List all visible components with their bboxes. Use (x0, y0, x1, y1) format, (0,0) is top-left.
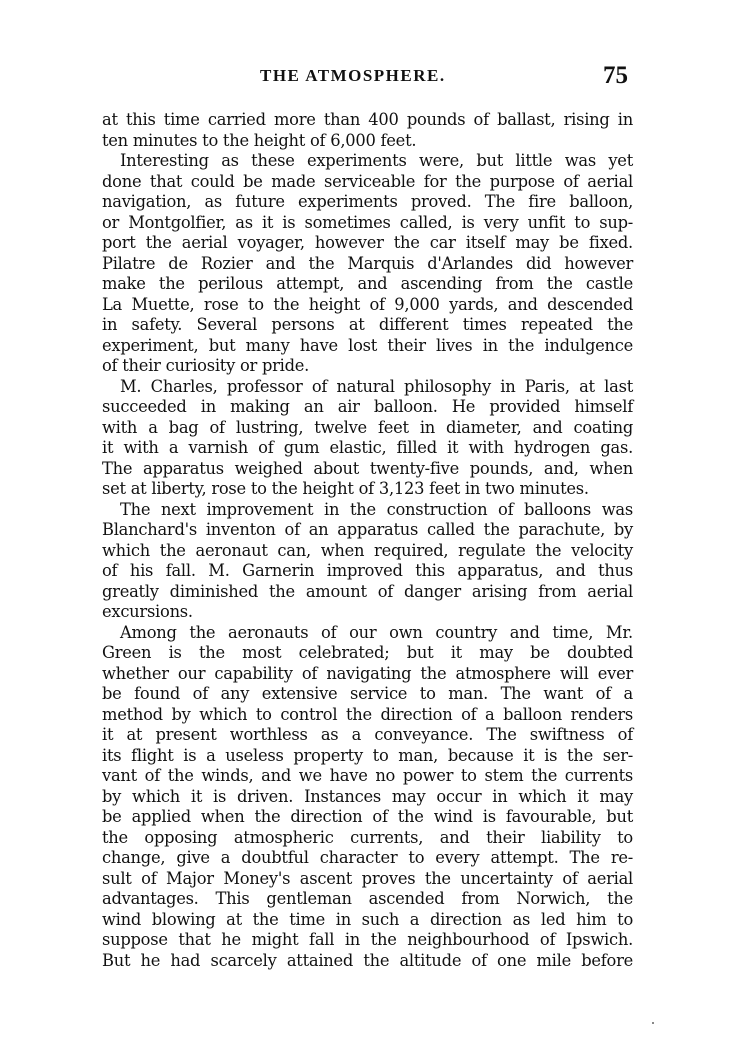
text-line: by which it is driven. Instances may occur in which it may (102, 786, 633, 806)
text-line: Interesting as these experiments were, but little was yet (120, 151, 633, 170)
text-line: with a bag of lustring, twelve feet in diameter, and coating (102, 417, 633, 437)
text-line: excursions. (102, 602, 193, 621)
text-line: advantages. This gentleman ascended from Norwich, the (102, 889, 633, 908)
text-line: ten minutes to the height of 6,000 feet. (102, 130, 417, 150)
text-line: port the aerial voyager, however the car itself may be fixed. (102, 233, 633, 252)
text-line: But he had scarcely attained the altitude of one mile before (102, 950, 633, 970)
text-line: navigation, as future experiments proved. The fire balloon, (102, 192, 633, 211)
text-line: make the perilous attempt, and ascending from the castle (102, 274, 633, 293)
text-line: suppose that he might fall in the neighbourhood of Ipswich. (102, 930, 633, 949)
text-line: of their curiosity or pride. (102, 356, 310, 375)
text-line: change, give a doubtful character to every attempt. The re- (102, 848, 633, 867)
text-line: or Montgolfier, as it is sometimes called, is very unfit to sup- (102, 212, 633, 232)
paragraph (102, 151, 633, 377)
text-line: be found of any extensive service to man. The want of a (102, 684, 633, 703)
page-number: 75 (603, 62, 628, 89)
page-speck (652, 1022, 654, 1024)
text-line: succeeded in making an air balloon. He provided himself (102, 397, 633, 416)
text-line: M. Charles, professor of natural philosophy in Paris, at last (120, 376, 633, 396)
page-header (102, 62, 632, 92)
paragraph (102, 377, 633, 500)
text-line: Pilatre de Rozier and the Marquis d'Arlandes did however (102, 253, 633, 273)
body-text (102, 110, 633, 971)
text-line: greatly diminished the amount of danger arising from aerial (102, 581, 633, 601)
text-line: which the aeronaut can, when required, regulate the velocity (102, 540, 633, 560)
text-line: method by which to control the direction of a balloon renders (102, 704, 633, 724)
text-line: its flight is a useless property to man, because it is the ser- (102, 745, 633, 765)
text-line: Blanchard's inventon of an apparatus called the parachute, by (102, 520, 633, 539)
text-line: experiment, but many have lost their lives in the indulgence (102, 335, 633, 355)
text-line: sult of Major Money's ascent proves the uncertainty of aerial (102, 868, 633, 888)
paragraph (102, 500, 633, 623)
text-line: La Muette, rose to the height of 9,000 yards, and descended (102, 294, 633, 314)
text-line: be applied when the direction of the wind is favourable, but (102, 807, 633, 826)
text-line: it with a varnish of gum elastic, filled it with hydrogen gas. (102, 438, 633, 457)
text-line: Green is the most celebrated; but it may be doubted (102, 643, 633, 662)
text-line: it at present worthless as a conveyance. The swiftness of (102, 725, 633, 744)
text-line: at this time carried more than 400 pounds of ballast, rising in (102, 110, 633, 129)
text-line: in safety. Several persons at different times repeated the (102, 315, 633, 334)
paragraph (102, 623, 633, 972)
paragraph (102, 110, 633, 151)
text-line: the opposing atmospheric currents, and their liability to (102, 827, 633, 847)
text-line: The apparatus weighed about twenty-five pounds, and, when (102, 458, 633, 478)
text-line: Among the aeronauts of our own country and time, Mr. (120, 622, 633, 642)
text-line: vant of the winds, and we have no power to stem the currents (102, 766, 633, 785)
text-line: wind blowing at the time in such a direction as led him to (102, 909, 633, 929)
text-line: whether our capability of navigating the atmosphere will ever (102, 663, 633, 683)
text-line: set at liberty, rose to the height of 3,123 feet in two minutes. (102, 479, 589, 498)
text-line: of his fall. M. Garnerin improved this apparatus, and thus (102, 561, 633, 580)
text-line: done that could be made serviceable for the purpose of aerial (102, 171, 633, 191)
text-line: The next improvement in the construction of balloons was (120, 499, 633, 519)
running-head: THE ATMOSPHERE. (260, 66, 446, 85)
